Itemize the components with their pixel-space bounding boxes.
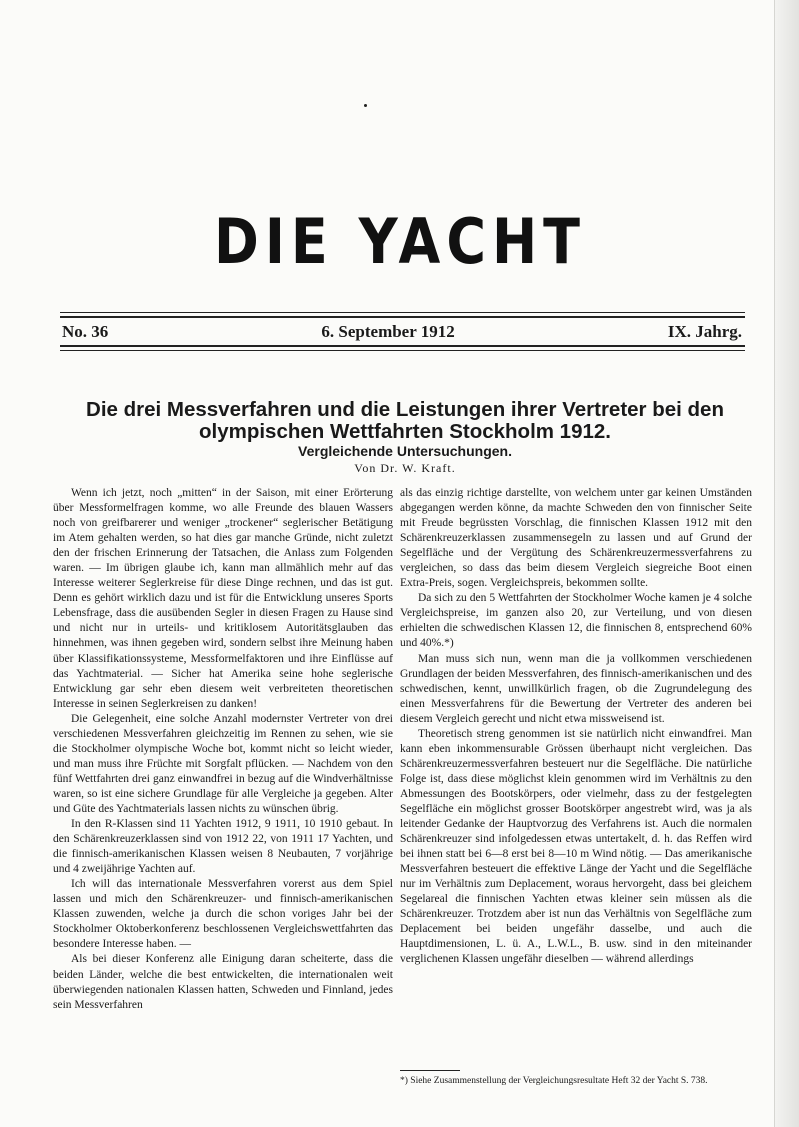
headline-line-1: Die drei Messverfahren und die Leistungen ihrer Vertreter bei den bbox=[86, 398, 724, 421]
article-subtitle: Vergleichende Untersuchungen. bbox=[298, 443, 512, 459]
paragraph: In den R-Klassen sind 11 Yachten 1912, 9 1911, 10 1910 gebaut. In den Schärenkreuzerklassen sind von 1912 22, von 1911 17 Yachten, und die finnisch-amerikanischen Klassen weisen 8 Neubauten, 7 vorjährige und 4 zweijährige Yachten auf. bbox=[53, 818, 393, 876]
paragraph: Die Gelegenheit, eine solche Anzahl modernster Vertreter von drei verschiedenen Messverfahren gleichzeitig im Rennen zu sehen, wie sie die Stockholmer olympische Woche bot, kommt nicht so leicht wieder, und man muss ihre Früchte mit Sorgfalt pflücken. — Nachdem von den fünf Wettfahrten drei ganz einwandfrei in bezug auf die Windverhältnisse waren, so ist eine sichere Grundlage für alle Vergleiche ja gegeben. Alter und Güte des Yachtmaterials lassen nichts zu wünschen übrig. bbox=[53, 712, 393, 815]
article-headline bbox=[60, 399, 750, 443]
issue-bar bbox=[62, 322, 742, 342]
page-edge bbox=[774, 0, 799, 1127]
paragraph: Da sich zu den 5 Wettfahrten der Stockholmer Woche kamen je 4 solche Vergleichspreise, im ganzen also 20, zur Verteilung, und von diesen erhielten die schwedischen Klassen 12, die finnischen 8, entsprechend 60% und 40%.*) bbox=[400, 592, 752, 650]
masthead-title: DIE YACHT bbox=[214, 205, 586, 278]
footnote: *) Siehe Zusammenstellung der Vergleichungsresultate Heft 32 der Yacht S. 738. bbox=[400, 1076, 708, 1086]
issue-number: No. 36 bbox=[62, 322, 109, 341]
paragraph: Man muss sich nun, wenn man die ja vollkommen verschiedenen Grundlagen der beiden Messverfahren, des finnisch-amerikanischen und des schwedischen, kennt, unwillkürlich fragen, ob die Zugrundelegung des einen Messverfahrens für die Bewertung der Vertreter des anderen bei diesem Vergleich gerecht und nicht etwa missweisend ist. bbox=[400, 652, 752, 725]
footnote-rule bbox=[400, 1070, 460, 1071]
rule-top-2 bbox=[60, 316, 745, 318]
paragraph: Wenn ich jetzt, noch „mitten“ in der Saison, mit einer Erörterung über Messformelfragen komme, wo alle Freunde des blauen Wassers noch von greifbarerer und weniger „trockener“ seglerischer Betätigung im Atem gehalten werden, so hat dies gar manche Gründe, nicht zuletzt den der frischen Erinnerung der Tatsachen, die Anlass zum Folgenden waren. — Im übrigen glaube ich, kann man allmählich mehr auf das Interesse weiterer Seglerkreise für diese Dinge rechnen, und das ist gut. Denn es gehört wirklich dazu und ist für die Entwicklung unseres Sports Lebensfrage, dass die ausübenden Segler in diesen Fragen zu Hause sind und nicht nur in urteils- und kritiklosem Autoritätsglauben das hinnehmen, was ihnen gegeben wird, sondern selbst ihre Meinung haben über Klassifikationssysteme, Messformelfaktoren und ihre Einflüsse auf das Yachtmaterial. — Sicher hat Amerika seine hohe seglerische Entwicklung gar sehr eben diesem weit verbreiteten theoretischen Interesse in seinen Seglerkreisen zu danken! bbox=[53, 487, 393, 710]
rule-top-1 bbox=[60, 312, 745, 313]
paragraph: als das einzig richtige darstellte, von welchem unter gar keinen Umständen abgegangen werden könne, da machte Schweden den von finnischer Seite mit Freude begrüssten Vorschlag, die finnischen Klassen 1912 mit den Schärenkreuzerklassen zusammensegeln zu lassen und auf Grund der Segelfläche und der Vergütung des Schärenkreuzermessverfahrens zu vergleichen, so dass das beim diesem Vergleich siegreiche Boot einen Extra-Preis, sogen. Vergleichspreis, bekommen sollte. bbox=[400, 487, 752, 590]
rule-bottom-1 bbox=[60, 345, 745, 347]
paragraph: Theoretisch streng genommen ist sie natürlich nicht einwandfrei. Man kann eben inkommensurable Grössen überhaupt nicht vergleichen. Das Schärenkreuzermessverfahren besteuert nur die Segelfläche. Die natürliche Folge ist, dass diese möglichst klein genommen wird im Verhältnis zu den Abmessungen des Bootskörpers, oder vielmehr, dass zu der festgelegten Segelfläche ein möglichst grosser Bootskörper angestrebt wird, was ja als leitender Gedanke der Hauptvorzug des Verfahrens ist. Auch die normalen Schärenkreuzer sind infolgedessen etwas untertakelt, d. h. das Reffen wird bei ihnen statt bei 6—8 erst bei 8—10 m Wind nötig. — Das amerikanische Messverfahren besteuert die effektive Länge der Yacht und die Segelfläche nur im Verhältnis zum Deplacement, woraus hervorgeht, dass bei gleichem Segelareal die finnischen Yachten etwas kleiner sein müssen als die Schärenkreuzer. Trotzdem aber ist nun das Verhältnis von Segelfläche zum Deplacement bei beiden ungefähr dasselbe, und auch die Hauptdimensionen, L. ü. A., L.W.L., B. usw. sind in den miteinander verglichenen Klassen ungefähr dieselben — während allerdings bbox=[400, 727, 752, 966]
column-left bbox=[53, 486, 393, 1121]
paragraph: Ich will das internationale Messverfahren vorerst aus dem Spiel lassen und mich den Schärenkreuzer- und finnisch-amerikanischen Klassen zuwenden, welche ja durch die schon voriges Jahr bei der Stockholmer Oktoberkonferenz beschlossenen Vergleichswettfahrten das besondere Interesse haben. — bbox=[53, 878, 393, 951]
column-right bbox=[400, 486, 752, 1066]
headline-line-2: olympischen Wettfahrten Stockholm 1912. bbox=[198, 420, 611, 443]
speck bbox=[364, 104, 367, 107]
paragraph: Als bei dieser Konferenz alle Einigung daran scheiterte, dass die beiden Länder, welche die best entwickelten, die internationalen weit überwiegenden nationalen Klassen hatten, Schweden und Finnland, jedes sein Messverfahren bbox=[53, 953, 393, 1011]
article-author: Von Dr. W. Kraft. bbox=[354, 461, 456, 475]
rule-bottom-2 bbox=[60, 350, 745, 351]
issue-date: 6. September 1912 bbox=[321, 322, 455, 341]
issue-volume: IX. Jahrg. bbox=[667, 322, 742, 341]
